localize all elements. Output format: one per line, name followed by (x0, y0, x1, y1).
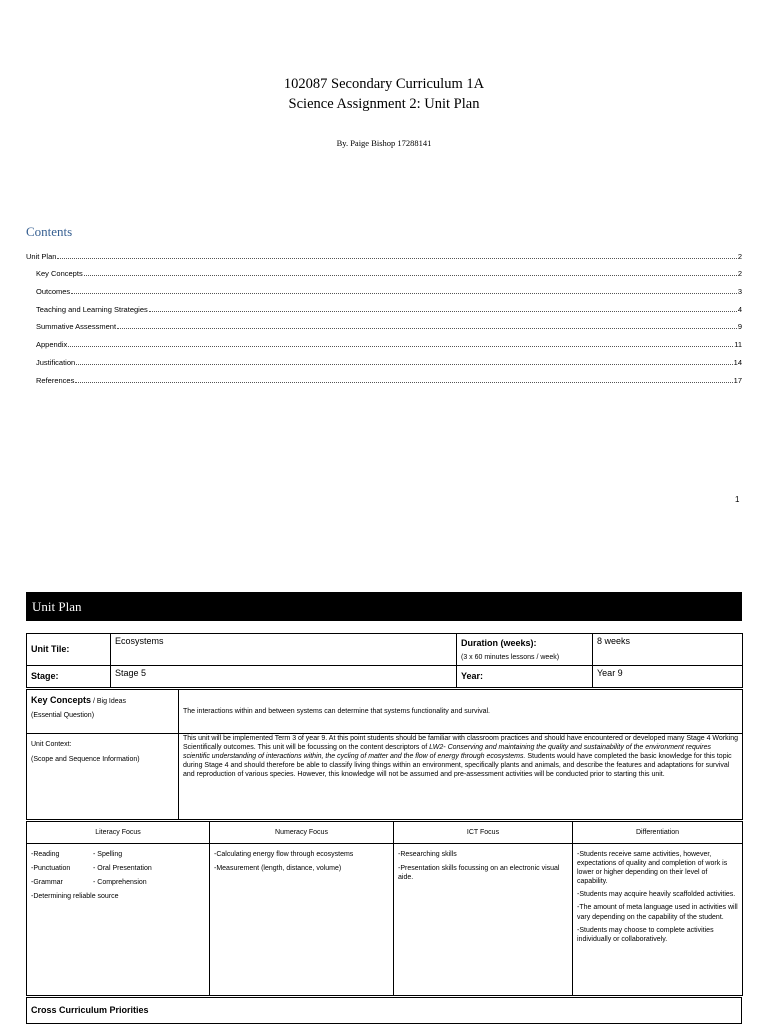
numeracy-focus-header: Numeracy Focus (210, 822, 394, 844)
focus-table (26, 821, 743, 996)
toc-item[interactable]: Unit Plan 2 (26, 251, 742, 261)
differentiation-cell: -Students receive same activities, however, expectations of quality and completion of work is lower or higher depending on their level of capability. -Students may acquire heavily scaffolded activities. -The amount of meta language used in activities will vary depending on the capability of the student. -Students may choose to complete activities individually or collaboratively. (573, 844, 743, 996)
unit-title-value: Ecosystems (111, 634, 457, 666)
unit-info-table (26, 633, 743, 688)
author-byline: By. Paige Bishop 17288141 (336, 138, 432, 148)
toc-item[interactable]: Summative Assessment 9 (36, 322, 742, 332)
page-number: 1 (735, 495, 740, 504)
table-of-contents (26, 243, 742, 385)
document-title-line2: Science Assignment 2: Unit Plan (288, 96, 480, 112)
document-title-line1: 102087 Secondary Curriculum 1A (283, 76, 485, 92)
year-label: Year: (457, 666, 593, 688)
duration-value: 8 weeks (593, 634, 743, 666)
toc-item[interactable]: Key Concepts 2 (36, 269, 742, 279)
toc-item[interactable]: Appendix 11 (36, 340, 742, 350)
contents-heading: Contents (26, 224, 73, 239)
cross-curriculum-label: Cross Curriculum Priorities (27, 998, 742, 1024)
toc-item[interactable]: Justification 14 (36, 357, 742, 367)
literacy-focus-header: Literacy Focus (27, 822, 210, 844)
ict-focus-header: ICT Focus (394, 822, 573, 844)
year-value: Year 9 (593, 666, 743, 688)
toc-item[interactable]: Teaching and Learning Strategies 4 (36, 304, 742, 314)
cross-curriculum-table (26, 997, 742, 1024)
stage-label: Stage: (27, 666, 111, 688)
stage-value: Stage 5 (111, 666, 457, 688)
toc-item[interactable]: References 17 (36, 375, 742, 385)
literacy-focus-cell: -Reading - Spelling -Punctuation - Oral Presentation -Grammar - Comprehension -Determining reliable source (27, 844, 210, 996)
differentiation-header: Differentiation (573, 822, 743, 844)
ict-focus-cell: -Researching skills -Presentation skills focussing on an electronic visual aide. (394, 844, 573, 996)
duration-label: Duration (weeks): (3 x 60 minutes lessons / week) (457, 634, 593, 666)
unit-context-table (26, 689, 743, 820)
numeracy-focus-cell: -Calculating energy flow through ecosystems -Measurement (length, distance, volume) (210, 844, 394, 996)
unit-context-text: This unit will be implemented Term 3 of year 9. At this point students should be familiar with classroom practices and should have encountered or developed many Stage 4 Working Scientifically outcomes. This unit will be focussing on the content descriptors of LW2- Conserving and maintaining the quality and sustainability of the environment requires scientific understanding of interactions within, the cycling of matter and the flow of energy through ecosystems. Students would have completed the basic knowledge for this topic during Stage 4 and should therefore be able to classify living things within an environment, specifically plants and animals, and describe the features and adaptations for survival and reproduction of various species. However, this knowledge will not be assumed and pre-assessment activities will be conducted prior to starting this unit. (179, 734, 743, 820)
toc-item[interactable]: Outcomes 3 (36, 287, 742, 297)
unit-plan-heading: Unit Plan (26, 592, 742, 621)
unit-title-label: Unit Tile: (27, 634, 111, 666)
unit-context-label: Unit Context: (Scope and Sequence Information) (27, 734, 179, 820)
key-concepts-text: The interactions within and between systems can determine that systems functionality and survival. (179, 690, 743, 734)
key-concepts-label: Key Concepts / Big Ideas (Essential Question) (27, 690, 179, 734)
page-break (0, 538, 768, 572)
